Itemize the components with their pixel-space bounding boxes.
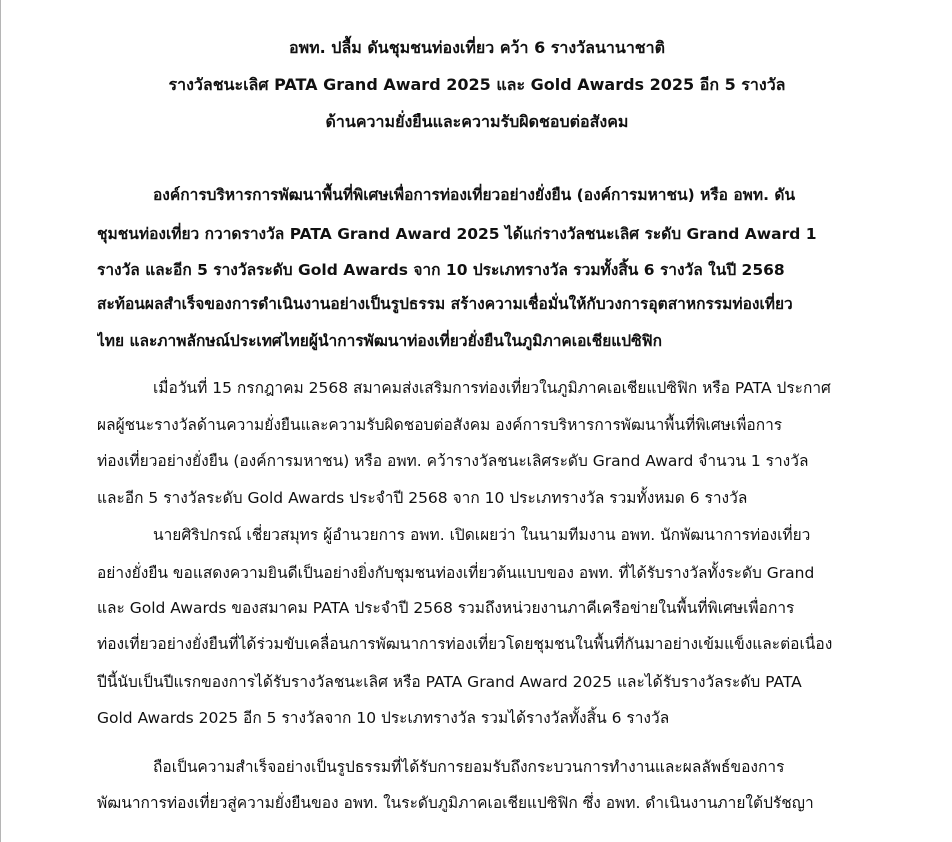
headline-line-3: ด้านความยั่งยืนและความรับผิดชอบต่อสังคม — [325, 112, 629, 131]
paragraph-2-line-2: ผลผู้ชนะรางวัลด้านความยั่งยืนและความรับผิดชอบต่อสังคม องค์การบริหารการพัฒนาพื้นที่พิเศษเพื่อการ — [97, 416, 783, 434]
paragraph-3-line-3: และ Gold Awards ของสมาคม PATA ประจำปี 2568 รวมถึงหน่วยงานภาคีเครือข่ายในพื้นที่พิเศษเพื่อการ — [97, 599, 795, 617]
paragraph-3-line-2: อย่างยั่งยืน ขอแสดงความยินดีเป็นอย่างยิ่งกับชุมชนท่องเที่ยวต้นแบบของ อพท. ที่ได้รับรางวัลทั้งระดับ Grand — [97, 564, 815, 582]
lead-paragraph-line-2: ชุมชนท่องเที่ยว กวาดรางวัล PATA Grand Award 2025 ได้แก่รางวัลชนะเลิศ ระดับ Grand Award 1 — [97, 225, 817, 243]
paragraph-2-line-1: เมื่อวันที่ 15 กรกฎาคม 2568 สมาคมส่งเสริมการท่องเที่ยวในภูมิภาคเอเชียแปซิฟิก หรือ PATA ประกาศ — [153, 379, 831, 397]
lead-paragraph-line-1: องค์การบริหารการพัฒนาพื้นที่พิเศษเพื่อการท่องเที่ยวอย่างยั่งยืน (องค์การมหาชน) หรือ อพท. ดัน — [153, 186, 796, 204]
paragraph-2-line-4: และอีก 5 รางวัลระดับ Gold Awards ประจำปี 2568 จาก 10 ประเภทรางวัล รวมทั้งหมด 6 รางวัล — [97, 489, 748, 507]
paragraph-3-line-4: ท่องเที่ยวอย่างยั่งยืนที่ได้ร่วมขับเคลื่อนการพัฒนาการท่องเที่ยวโดยชุมชนในพื้นที่กันมาอย่างเข้มแข็งและต่อเนื่อง — [97, 635, 833, 653]
paragraph-2-line-3: ท่องเที่ยวอย่างยั่งยืน (องค์การมหาชน) หรือ อพท. คว้ารางวัลชนะเลิศระดับ Grand Award จำนวน 1 รางวัล — [97, 452, 809, 470]
paragraph-3-line-6: Gold Awards 2025 อีก 5 รางวัลจาก 10 ประเภทรางวัล รวมได้รางวัลทั้งสิ้น 6 รางวัล — [97, 709, 670, 727]
paragraph-3-line-5: ปีนี้นับเป็นปีแรกของการได้รับรางวัลชนะเลิศ หรือ PATA Grand Award 2025 และได้รับรางวัลระดับ PATA — [97, 673, 802, 691]
lead-paragraph-line-5: ไทย และภาพลักษณ์ประเทศไทยผู้นำการพัฒนาท่องเที่ยวยั่งยืนในภูมิภาคเอเชียแปซิฟิก — [97, 332, 663, 350]
paragraph-3-line-1: นายศิริปกรณ์ เชี่ยวสมุทร ผู้อำนวยการ อพท. เปิดเผยว่า ในนามทีมงาน อพท. นักพัฒนาการท่องเที่ยว — [153, 526, 811, 544]
paragraph-4-line-1: ถือเป็นความสำเร็จอย่างเป็นรูปธรรมที่ได้รับการยอมรับถึงกระบวนการทำงานและผลลัพธ์ของการ — [153, 758, 785, 776]
headline-line-1: อพท. ปลื้ม ดันชุมชนท่องเที่ยว คว้า 6 รางวัลนานาชาติ — [288, 38, 666, 57]
paragraph-4-line-2: พัฒนาการท่องเที่ยวสู่ความยั่งยืนของ อพท. ในระดับภูมิภาคเอเชียแปซิฟิก ซึ่ง อพท. ดำเนินงานภายใต้ปรัชญา — [97, 794, 814, 812]
headline-line-2: รางวัลชนะเลิศ PATA Grand Award 2025 และ Gold Awards 2025 อีก 5 รางวัล — [168, 75, 786, 94]
lead-paragraph-line-3: รางวัล และอีก 5 รางวัลระดับ Gold Awards จาก 10 ประเภทรางวัล รวมทั้งสิ้น 6 รางวัล ในปี 2568 — [97, 261, 785, 279]
lead-paragraph-line-4: สะท้อนผลสำเร็จของการดำเนินงานอย่างเป็นรูปธรรม สร้างความเชื่อมั่นให้กับวงการอุตสาหกรรมท่องเที่ยว — [97, 295, 793, 313]
